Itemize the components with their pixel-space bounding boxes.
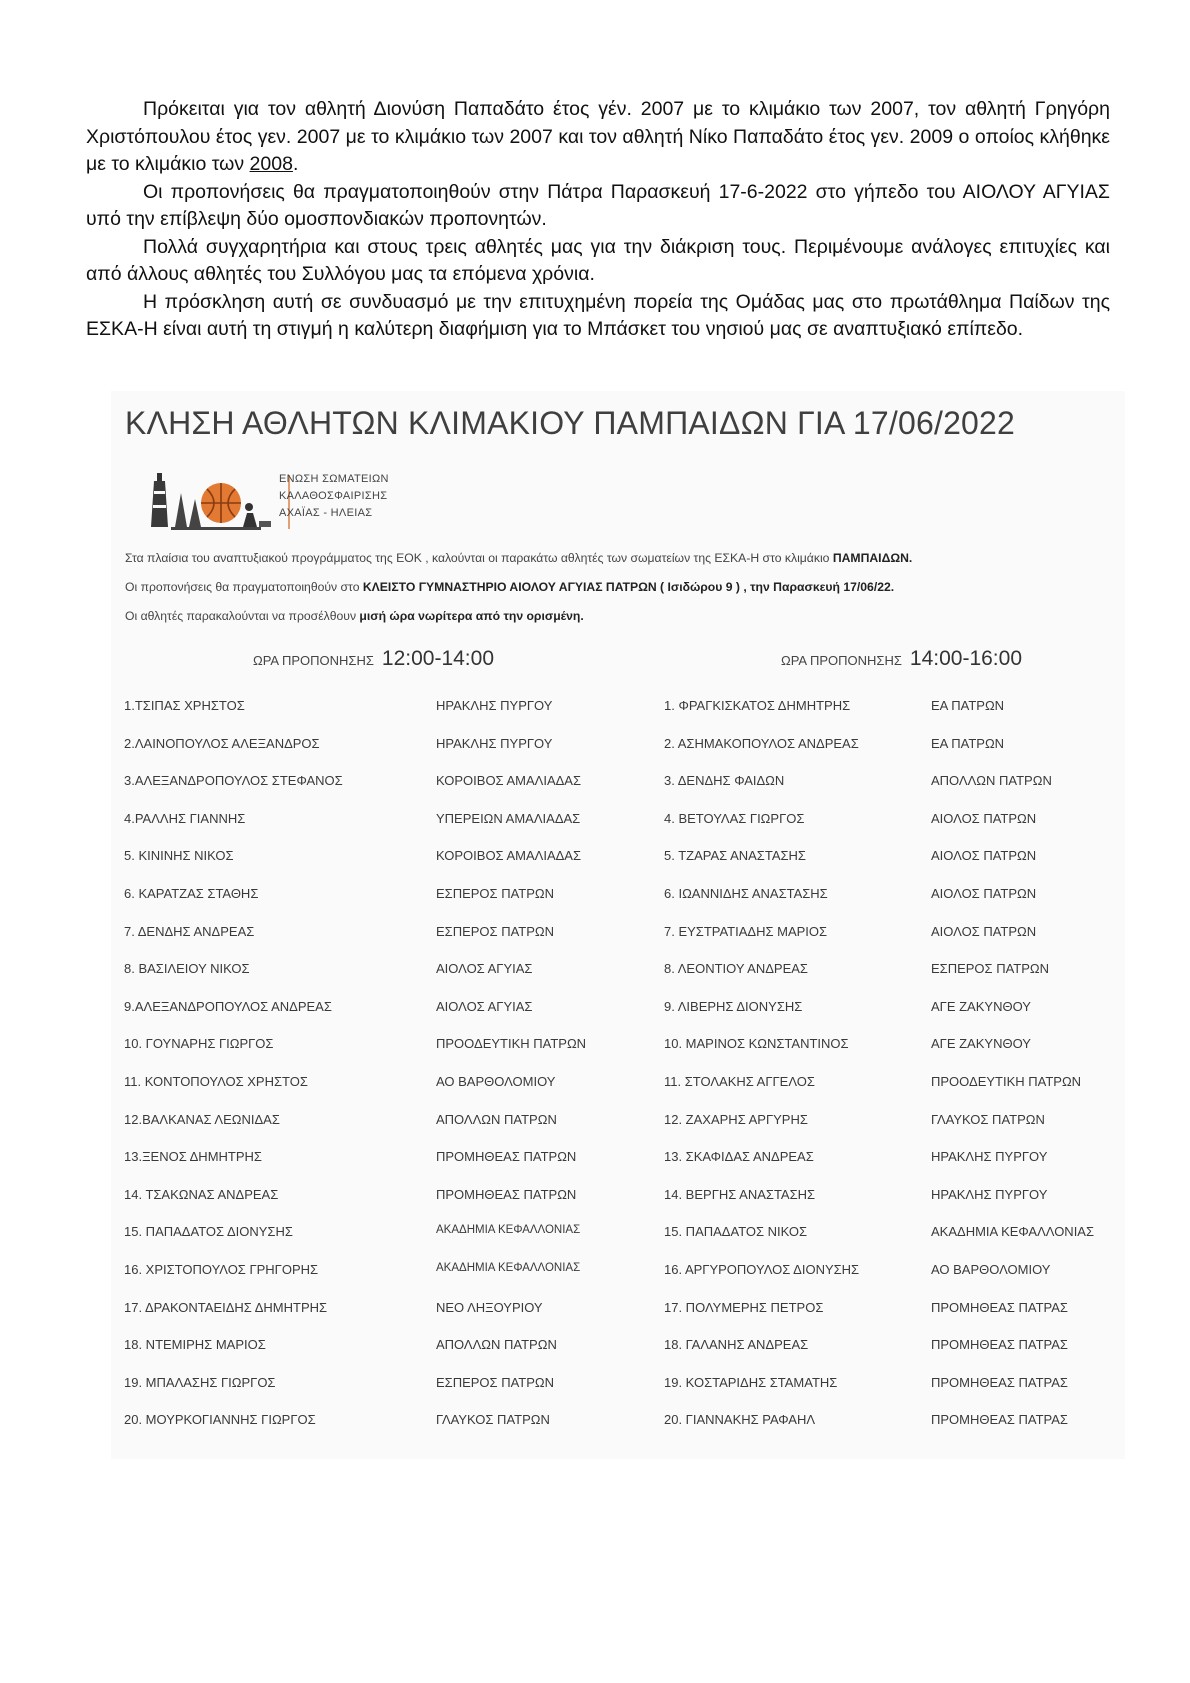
intro-text (86, 96, 1110, 344)
session-1-athlete: 6. ΚΑΡΑΤΖΑΣ ΣΤΑΘΗΣ (124, 885, 259, 901)
session-2-athlete: 14. ΒΕΡΓΗΣ ΑΝΑΣΤΑΣΗΣ (664, 1186, 816, 1202)
session-1-club: ΥΠΕΡΕΙΩΝ ΑΜΑΛΙΑΔΑΣ (436, 810, 581, 826)
session-1-athlete: 20. ΜΟΥΡΚΟΓΙΑΝΝΗΣ ΓΙΩΡΓΟΣ (124, 1412, 316, 1428)
info-line-1-text: Στα πλαίσια του αναπτυξιακού προγράμματος της ΕΟΚ , καλούνται οι παρακάτω αθλητές των σωματείων της ΕΣΚΑ-Η στο κλιμάκιο (125, 551, 833, 565)
session-2-athlete: 8. ΛΕΟΝΤΙΟΥ ΑΝΔΡΕΑΣ (664, 961, 808, 977)
table-row (111, 886, 1125, 924)
session-2-club: ΕΣΠΕΡΟΣ ΠΑΤΡΩΝ (931, 961, 1050, 977)
info-line-3-text: Οι αθλητές παρακαλούνται να προσέλθουν (125, 609, 360, 623)
session-2-club: ΓΛΑΥΚΟΣ ΠΑΤΡΩΝ (931, 1111, 1045, 1127)
session-1-header (253, 647, 494, 671)
session-2-club: ΑΚΑΔΗΜΙΑ ΚΕΦΑΛΛΟΝΙΑΣ (931, 1224, 1095, 1240)
session-2-club: ΠΡΟΜΗΘΕΑΣ ΠΑΤΡΑΣ (931, 1374, 1068, 1390)
session-2-athlete: 1. ΦΡΑΓΚΙΣΚΑΤΟΣ ΔΗΜΗΤΡΗΣ (664, 698, 851, 713)
table-row (111, 773, 1125, 811)
table-row (111, 999, 1125, 1037)
session-2-athlete: 18. ΓΑΛΑΝΗΣ ΑΝΔΡΕΑΣ (664, 1337, 809, 1353)
session-2-athlete: 19. ΚΟΣΤΑΡΙΔΗΣ ΣΤΑΜΑΤΗΣ (664, 1374, 838, 1390)
session-2-club: ΑΙΟΛΟΣ ΠΑΤΡΩΝ (931, 885, 1037, 901)
session-2-club: ΑΓΕ ΖΑΚΥΝΘΟΥ (931, 998, 1031, 1014)
session-1-club: ΑΠΟΛΛΩΝ ΠΑΤΡΩΝ (436, 1111, 557, 1127)
session-1-club: ΑΙΟΛΟΣ ΑΓΥΙΑΣ (436, 998, 533, 1014)
table-row (111, 1074, 1125, 1112)
session-1-club: ΠΡΟΜΗΘΕΑΣ ΠΑΤΡΩΝ (436, 1186, 577, 1202)
intro-p1-text: Πρόκειται για τον αθλητή Διονύση Παπαδάτο έτος γέν. 2007 με το κλιμάκιο των 2007, τον αθλητή Γρηγόρη Χριστόπουλου έτος γεν. 2007 με το κλιμάκιο των 2007 και τον αθλητή Νίκο Παπαδάτο έτος γεν. 2009 ο οποίος κλήθηκε με το κλιμάκιο των (86, 98, 1110, 175)
session-2-club: ΕΑ ΠΑΤΡΩΝ (931, 735, 1005, 751)
intro-paragraph-2: Οι προπονήσεις θα πραγματοποιηθούν στην Πάτρα Παρασκευή 17-6-2022 στο γήπεδο του ΑΙΟΛΟΥ ΑΓΥΙΑΣ υπό την επίβλεψη δύο ομοσπονδιακών προπονητών. (86, 180, 1110, 230)
session-1-athlete: 13.ΞΕΝΟΣ ΔΗΜΗΤΡΗΣ (124, 1149, 262, 1165)
session-2-athlete: 5. ΤΖΑΡΑΣ ΑΝΑΣΤΑΣΗΣ (664, 848, 806, 864)
session-2-club: ΑΙΟΛΟΣ ΠΑΤΡΩΝ (931, 810, 1037, 826)
session-1-club: ΗΡΑΚΛΗΣ ΠΥΡΓΟΥ (436, 698, 553, 713)
session-2-athlete: 7. ΕΥΣΤΡΑΤΙΑΔΗΣ ΜΑΡΙΟΣ (664, 923, 828, 939)
session-1-athlete: 16. ΧΡΙΣΤΟΠΟΥΛΟΣ ΓΡΗΓΟΡΗΣ (124, 1261, 319, 1277)
table-row (111, 1036, 1125, 1074)
info-line-2-text: Οι προπονήσεις θα πραγματοποιηθούν στο (125, 580, 363, 594)
session-2-athlete: 15. ΠΑΠΑΔΑΤΟΣ ΝΙΚΟΣ (664, 1224, 808, 1240)
table-row (111, 1337, 1125, 1375)
logo-line-2: ΚΑΛΑΘΟΣΦΑΙΡΙΣΗΣ (279, 490, 388, 502)
table-row (111, 1149, 1125, 1187)
session-1-athlete: 12.ΒΑΛΚΑΝΑΣ ΛΕΩΝΙΔΑΣ (124, 1111, 280, 1127)
session-2-club: ΠΡΟΜΗΘΕΑΣ ΠΑΤΡΑΣ (931, 1337, 1068, 1353)
session-1-athlete: 1.ΤΣΙΠΑΣ ΧΡΗΣΤΟΣ (124, 698, 245, 713)
session-2-club: ΑΟ ΒΑΡΘΟΛΟΜΙΟΥ (931, 1261, 1051, 1277)
session-2-athlete: 9. ΛΙΒΕΡΗΣ ΔΙΟΝΥΣΗΣ (664, 998, 803, 1014)
session-1-athlete: 9.ΑΛΕΞΑΝΔΡΟΠΟΥΛΟΣ ΑΝΔΡΕΑΣ (124, 998, 332, 1014)
info-line-3-bold: μισή ώρα νωρίτερα από την ορισμένη. (359, 609, 584, 623)
session-1-athlete: 3.ΑΛΕΞΑΝΔΡΟΠΟΥΛΟΣ ΣΤΕΦΑΝΟΣ (124, 773, 343, 789)
session-1-athlete: 15. ΠΑΠΑΔΑΤΟΣ ΔΙΟΝΥΣΗΣ (124, 1224, 293, 1240)
session-2-athlete: 6. ΙΩΑΝΝΙΔΗΣ ΑΝΑΣΤΑΣΗΣ (664, 885, 828, 901)
intro-p1-end: . (292, 153, 299, 175)
table-row (111, 1412, 1125, 1450)
session-1-club: ΚΟΡΟΙΒΟΣ ΑΜΑΛΙΑΔΑΣ (436, 773, 582, 789)
intro-p1-year: 2008 (249, 153, 293, 175)
notice-title: ΚΛΗΣΗ ΑΘΛΗΤΩΝ ΚΛΙΜΑΚΙΟΥ ΠΑΜΠΑΙΔΩΝ ΓΙΑ 17/06/2022 (125, 405, 1016, 441)
session-1-club: ΠΡΟΜΗΘΕΑΣ ΠΑΤΡΩΝ (436, 1149, 577, 1165)
session-1-athlete: 8. ΒΑΣΙΛΕΙΟΥ ΝΙΚΟΣ (124, 961, 250, 977)
session-2-club: ΑΓΕ ΖΑΚΥΝΘΟΥ (931, 1036, 1031, 1052)
session-1-club: ΕΣΠΕΡΟΣ ΠΑΤΡΩΝ (436, 885, 555, 901)
table-row (111, 924, 1125, 962)
session-1-athlete: 14. ΤΣΑΚΩΝΑΣ ΑΝΔΡΕΑΣ (124, 1186, 279, 1202)
session-1-club: ΚΟΡΟΙΒΟΣ ΑΜΑΛΙΑΔΑΣ (436, 848, 582, 864)
session-2-time: 14:00-16:00 (909, 647, 1023, 670)
session-1-club: ΓΛΑΥΚΟΣ ΠΑΤΡΩΝ (436, 1412, 550, 1428)
call-up-notice (111, 391, 1125, 1459)
table-row (111, 1112, 1125, 1150)
session-1-athlete: 4.ΡΑΛΛΗΣ ΓΙΑΝΝΗΣ (124, 810, 246, 826)
session-2-athlete: 10. ΜΑΡΙΝΟΣ ΚΩΝΣΤΑΝΤΙΝΟΣ (664, 1036, 849, 1052)
session-1-time: 12:00-14:00 (381, 647, 495, 670)
session-2-club: ΑΙΟΛΟΣ ΠΑΤΡΩΝ (931, 848, 1037, 864)
session-1-athlete: 10. ΓΟΥΝΑΡΗΣ ΓΙΩΡΓΟΣ (124, 1036, 274, 1052)
session-1-athlete: 19. ΜΠΑΛΑΣΗΣ ΓΙΩΡΓΟΣ (124, 1374, 276, 1390)
table-row (111, 961, 1125, 999)
session-2-athlete: 13. ΣΚΑΦΙΔΑΣ ΑΝΔΡΕΑΣ (664, 1149, 814, 1165)
session-1-club: ΑΚΑΔΗΜΙΑ ΚΕΦΑΛΛΟΝΙΑΣ (436, 1261, 581, 1274)
session-1-club: ΝΕΟ ΛΗΞΟΥΡΙΟΥ (436, 1299, 543, 1315)
session-2-club: ΠΡΟΜΗΘΕΑΣ ΠΑΤΡΑΣ (931, 1299, 1068, 1315)
session-2-athlete: 3. ΔΕΝΔΗΣ ΦΑΙΔΩΝ (664, 773, 785, 789)
intro-paragraph-3: Πολλά συγχαρητήρια και στους τρεις αθλητές μας για την διάκριση τους. Περιμένουμε ανάλογες επιτυχίες και από άλλους αθλητές του Συλλόγου μας τα επόμενα χρόνια. (86, 235, 1110, 285)
info-line-3 (125, 609, 584, 623)
logo-line-1: ΕΝΩΣΗ ΣΩΜΑΤΕΙΩΝ (279, 473, 389, 485)
session-2-header (781, 647, 1022, 671)
session-1-club: ΑΚΑΔΗΜΙΑ ΚΕΦΑΛΛΟΝΙΑΣ (436, 1224, 581, 1237)
session-2-athlete: 20. ΓΙΑΝΝΑΚΗΣ ΡΑΦΑΗΛ (664, 1412, 816, 1428)
session-2-athlete: 16. ΑΡΓΥΡΟΠΟΥΛΟΣ ΔΙΟΝΥΣΗΣ (664, 1261, 860, 1277)
table-row (111, 736, 1125, 774)
info-line-2-bold: ΚΛΕΙΣΤΟ ΓΥΜΝΑΣΤΗΡΙΟ ΑΙΟΛΟΥ ΑΓΥΙΑΣ ΠΑΤΡΩΝ ( Ισιδώρου 9 ) , την Παρασκευή 17/06/22. (362, 580, 895, 594)
session-2-athlete: 4. ΒΕΤΟΥΛΑΣ ΓΙΩΡΓΟΣ (664, 810, 805, 826)
intro-paragraph-4: Η πρόσκληση αυτή σε συνδυασμό με την επιτυχημένη πορεία της Ομάδας μας στο πρωτάθλημα Παίδων της ΕΣΚΑ-Η είναι αυτή τη στιγμή η καλύτερη διαφήμιση για το Μπάσκετ του νησιού μας σε αναπτυξιακό επίπεδο. (86, 290, 1110, 340)
session-2-club: ΠΡΟΟΔΕΥΤΙΚΗ ΠΑΤΡΩΝ (931, 1073, 1082, 1089)
info-line-1 (125, 551, 912, 565)
session-1-club: ΕΣΠΕΡΟΣ ΠΑΤΡΩΝ (436, 1374, 555, 1390)
session-2-label: ΩΡΑ ΠΡΟΠΟΝΗΣΗΣ (781, 653, 902, 668)
table-row (111, 811, 1125, 849)
info-line-1-bold: ΠΑΜΠΑΙΔΩΝ. (832, 551, 913, 565)
logo-line-3: ΑΧΑΪΑΣ - ΗΛΕΙΑΣ (279, 507, 373, 519)
session-1-athlete: 18. ΝΤΕΜΙΡΗΣ ΜΑΡΙΟΣ (124, 1337, 266, 1353)
session-1-athlete: 17. ΔΡΑΚΟΝΤΑΕΙΔΗΣ ΔΗΜΗΤΡΗΣ (124, 1299, 328, 1315)
intro-paragraph-1 (86, 96, 1110, 179)
session-2-athlete: 11. ΣΤΟΛΑΚΗΣ ΑΓΓΕΛΟΣ (664, 1073, 815, 1089)
session-1-club: ΑΟ ΒΑΡΘΟΛΟΜΙΟΥ (436, 1073, 556, 1089)
session-2-athlete: 12. ΖΑΧΑΡΗΣ ΑΡΓΥΡΗΣ (664, 1111, 808, 1127)
session-1-club: ΑΙΟΛΟΣ ΑΓΥΙΑΣ (436, 961, 533, 977)
table-row (111, 698, 1125, 736)
session-1-club: ΑΠΟΛΛΩΝ ΠΑΤΡΩΝ (436, 1337, 557, 1353)
session-1-club: ΠΡΟΟΔΕΥΤΙΚΗ ΠΑΤΡΩΝ (436, 1036, 587, 1052)
table-row (111, 1187, 1125, 1225)
session-1-athlete: 2.ΛΑΙΝΟΠΟΥΛΟΣ ΑΛΕΞΑΝΔΡΟΣ (124, 735, 320, 751)
session-1-club: ΗΡΑΚΛΗΣ ΠΥΡΓΟΥ (436, 735, 553, 751)
session-2-club: ΑΙΟΛΟΣ ΠΑΤΡΩΝ (931, 923, 1037, 939)
session-1-label: ΩΡΑ ΠΡΟΠΟΝΗΣΗΣ (253, 653, 374, 668)
table-row (111, 1300, 1125, 1338)
session-2-club: ΠΡΟΜΗΘΕΑΣ ΠΑΤΡΑΣ (931, 1412, 1068, 1428)
session-1-athlete: 5. ΚΙΝΙΝΗΣ ΝΙΚΟΣ (124, 848, 234, 864)
session-2-athlete: 2. ΑΣΗΜΑΚΟΠΟΥΛΟΣ ΑΝΔΡΕΑΣ (664, 735, 859, 751)
table-row (111, 1375, 1125, 1413)
table-row (111, 1224, 1125, 1262)
session-1-athlete: 11. ΚΟΝΤΟΠΟΥΛΟΣ ΧΡΗΣΤΟΣ (124, 1073, 308, 1089)
session-2-club: ΕΑ ΠΑΤΡΩΝ (931, 698, 1005, 713)
athlete-list (111, 698, 1125, 1450)
session-1-athlete: 7. ΔΕΝΔΗΣ ΑΝΔΡΕΑΣ (124, 923, 255, 939)
table-row (111, 848, 1125, 886)
table-row (111, 1262, 1125, 1300)
session-2-athlete: 17. ΠΟΛΥΜΕΡΗΣ ΠΕΤΡΟΣ (664, 1299, 824, 1315)
session-2-club: ΗΡΑΚΛΗΣ ΠΥΡΓΟΥ (931, 1149, 1048, 1165)
session-1-club: ΕΣΠΕΡΟΣ ΠΑΤΡΩΝ (436, 923, 555, 939)
session-2-club: ΗΡΑΚΛΗΣ ΠΥΡΓΟΥ (931, 1186, 1048, 1202)
logo-caption (279, 471, 389, 522)
session-2-club: ΑΠΟΛΛΩΝ ΠΑΤΡΩΝ (931, 773, 1052, 789)
info-line-2 (125, 580, 894, 594)
